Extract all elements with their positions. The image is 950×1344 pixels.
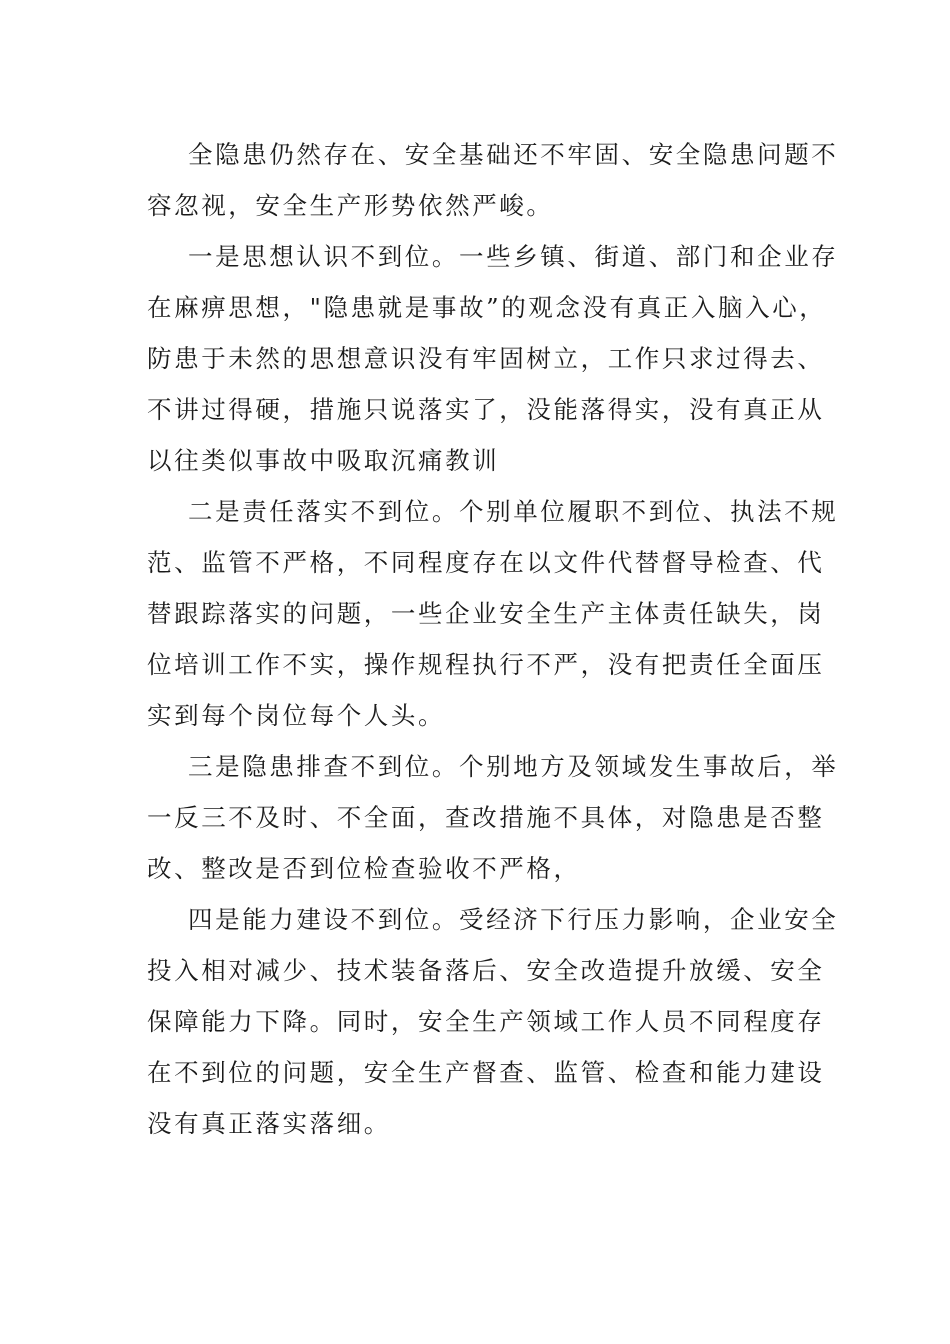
text-line: 三是隐患排查不到位。个别地方及领域发生事故后，举 (188, 752, 839, 781)
text-line: 范、监管不严格，不同程度存在以文件代替督导检查、代 (147, 548, 825, 577)
text-line: 在麻痹思想，"隐患就是事故”的观念没有真正入脑入心， (147, 293, 827, 322)
text-line: 没有真正落实落细。 (147, 1109, 391, 1138)
text-line: 投入相对减少、技术装备落后、安全改造提升放缓、安全 (147, 956, 825, 985)
text-line: 二是责任落实不到位。个别单位履职不到位、执法不规 (188, 497, 839, 526)
text-line: 保障能力下降。同时，安全生产领域工作人员不同程度存 (147, 1007, 825, 1036)
paragraph-point-1 (147, 231, 839, 486)
text-line: 位培训工作不实，操作规程执行不严，没有把责任全面压 (147, 650, 825, 679)
text-line: 一是思想认识不到位。一些乡镇、街道、部门和企业存 (188, 242, 839, 271)
text-line: 改、整改是否到位检查验收不严格， (147, 854, 581, 883)
text-line: 实到每个岗位每个人头。 (147, 701, 446, 730)
paragraph-point-3 (147, 741, 839, 894)
paragraph-point-2 (147, 486, 839, 741)
text-line: 全隐患仍然存在、安全基础还不牢固、安全隐患问题不 (188, 140, 839, 169)
text-line: 容忽视，安全生产形势依然严峻。 (147, 191, 554, 220)
text-line: 在不到位的问题，安全生产督查、监管、检查和能力建设 (147, 1058, 825, 1087)
paragraph-intro (147, 129, 839, 231)
text-line: 替跟踪落实的问题，一些企业安全生产主体责任缺失，岗 (147, 599, 825, 628)
document-body (147, 129, 839, 1149)
paragraph-point-4 (147, 894, 839, 1149)
text-line: 不讲过得硬，措施只说落实了，没能落得实，没有真正从 (147, 395, 825, 424)
text-line: 四是能力建设不到位。受经济下行压力影响，企业安全 (188, 905, 839, 934)
text-line: 一反三不及时、不全面，查改措施不具体，对隐患是否整 (147, 803, 825, 832)
text-line: 以往类似事故中吸取沉痛教训 (147, 446, 500, 475)
text-line: 防患于未然的思想意识没有牢固树立，工作只求过得去、 (147, 344, 825, 373)
